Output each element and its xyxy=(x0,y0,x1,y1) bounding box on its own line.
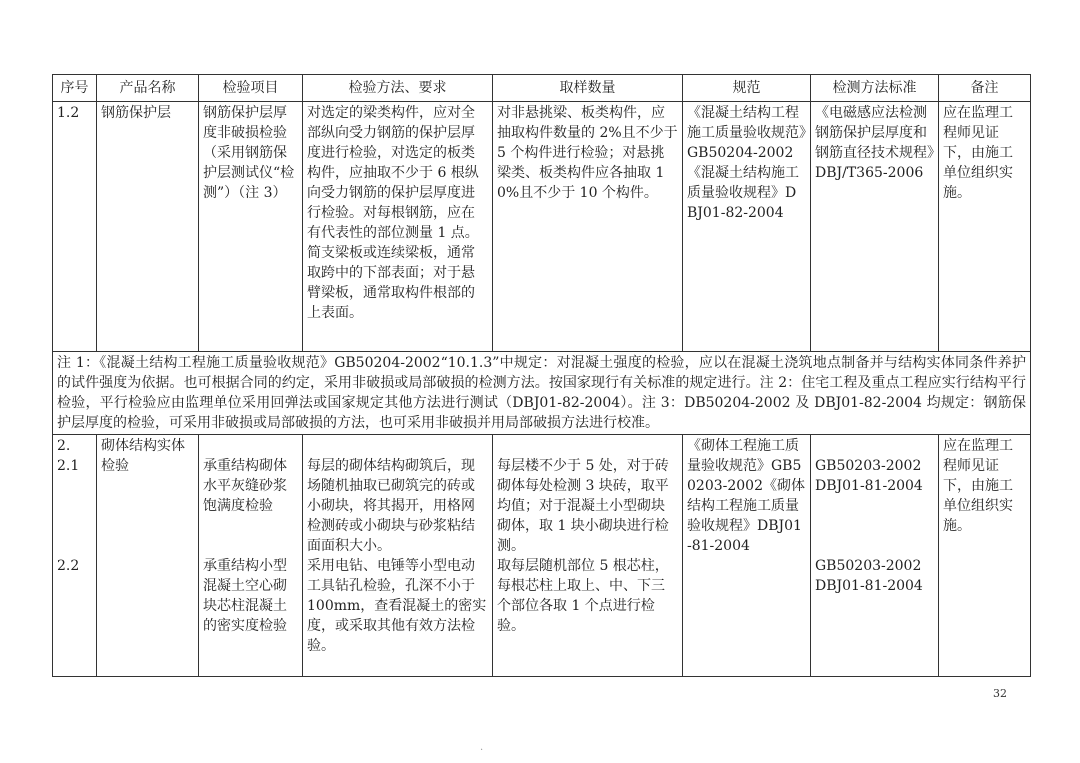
seq-main: 2. xyxy=(57,438,71,454)
header-standard: 检测方法标准 xyxy=(811,75,939,102)
sampling-a: 每层楼不少于 5 处，对于砖砌体每处检测 3 块砖，取平均值；对于混凝土小型砌块砌体，取 1 块小砌块进行检测。 xyxy=(497,458,669,554)
table-row xyxy=(53,435,1031,677)
row-method: 对选定的梁类构件，应对全部纵向受力钢筋的保护层厚度进行检验，对选定的板类构件，应抽取不少于 6 根纵向受力钢筋的保护层厚度进行检验。对每根钢筋，应在有代表性的部位测量 1 点。简支梁板或连续梁板，通常取跨中的下部表面；对于悬臂梁板，通常取构件根部的上表面。 xyxy=(303,102,493,352)
section-product: 砌体结构实体检验 xyxy=(97,435,199,677)
method-b: 采用电钻、电锤等小型电动工具钻孔检验，孔深不小于 100mm，查看混凝土的密实度，或采取其他有效方法检验。 xyxy=(307,558,487,654)
header-product: 产品名称 xyxy=(97,75,199,102)
row-remark: 应在监理工程师见证下，由施工单位组织实施。 xyxy=(939,102,1031,352)
section-remark: 应在监理工程师见证下，由施工单位组织实施。 xyxy=(939,435,1031,677)
section-seq xyxy=(53,435,97,677)
row-item: 钢筋保护层厚度非破损检验（采用钢筋保护层测试仪“检测”）（注 3） xyxy=(199,102,303,352)
seq-a: 2.1 xyxy=(57,458,80,474)
standard-a: GB50203-2002 DBJ01-81-2004 xyxy=(815,458,923,494)
header-row xyxy=(53,75,1031,102)
row-sampling: 对非悬挑梁、板类构件，应抽取构件数量的 2%且不少于 5 个构件进行检验；对悬挑梁类、板类构件应各抽取 10%且不少于 10 个构件。 xyxy=(493,102,683,352)
note-text: 注 1：《混凝土结构工程施工质量验收规范》GB50204-2002“10.1.3”中规定：对混凝土强度的检验，应以在混凝土浇筑地点制备并与结构实体同条件养护的试件强度为依据。也可根据合同的约定，采用非破损或局部破损的检测方法。按国家现行有关标准的规定进行。注 2：住宅工程及重点工程应实行结构平行检验，平行检验应由监理单位采用回弹法或国家规定其他方法进行测试（DBJ01-82-2004）。注 3：DB50204-2002 及 DBJ01-82-2004 均规定：钢筋保护层厚度的检验，可采用非破损或局部破损的方法，也可采用非破损并用局部破损方法进行校准。 xyxy=(53,352,1031,435)
item-a: 承重结构砌体水平灰缝砂浆饱满度检验 xyxy=(203,458,287,514)
note-row xyxy=(53,352,1031,435)
method-a: 每层的砌体结构砌筑后，现场随机抽取已砌筑完的砖或小砌块，将其揭开，用格网检测砖或小砌块与砂浆粘结面面积大小。 xyxy=(307,458,475,554)
page-number: 32 xyxy=(993,687,1007,700)
header-method: 检验方法、要求 xyxy=(303,75,493,102)
row-standard: 《电磁感应法检测钢筋保护层厚度和钢筋直径技术规程》DBJ/T365-2006 xyxy=(811,102,939,352)
header-sampling: 取样数量 xyxy=(493,75,683,102)
table-row xyxy=(53,102,1031,352)
section-items xyxy=(199,435,303,677)
seq-b: 2.2 xyxy=(57,558,80,574)
section-spec: 《砌体工程施工质量验收规范》GB50203-2002《砌体结构工程施工质量验收规程》DBJ01-81-2004 xyxy=(683,435,811,677)
item-b: 承重结构小型混凝土空心砌块芯柱混凝土的密实度检验 xyxy=(203,558,287,634)
section-methods xyxy=(303,435,493,677)
row-product: 钢筋保护层 xyxy=(97,102,199,352)
sampling-b: 取每层随机部位 5 根芯柱，每根芯柱上取上、中、下三个部位各取 1 个点进行检验。 xyxy=(497,558,669,634)
row-seq: 1.2 xyxy=(53,102,97,352)
header-spec: 规范 xyxy=(683,75,811,102)
header-seq: 序号 xyxy=(53,75,97,102)
inspection-table xyxy=(52,74,1031,677)
header-remark: 备注 xyxy=(939,75,1031,102)
header-item: 检验项目 xyxy=(199,75,303,102)
standard-b: GB50203-2002 DBJ01-81-2004 xyxy=(815,558,923,594)
footer-dot: . xyxy=(480,742,484,753)
section-standards xyxy=(811,435,939,677)
row-spec: 《混凝土结构工程施工质量验收规范》GB50204-2002《混凝土结构施工质量验收规程》DBJ01-82-2004 xyxy=(683,102,811,352)
section-sampling xyxy=(493,435,683,677)
